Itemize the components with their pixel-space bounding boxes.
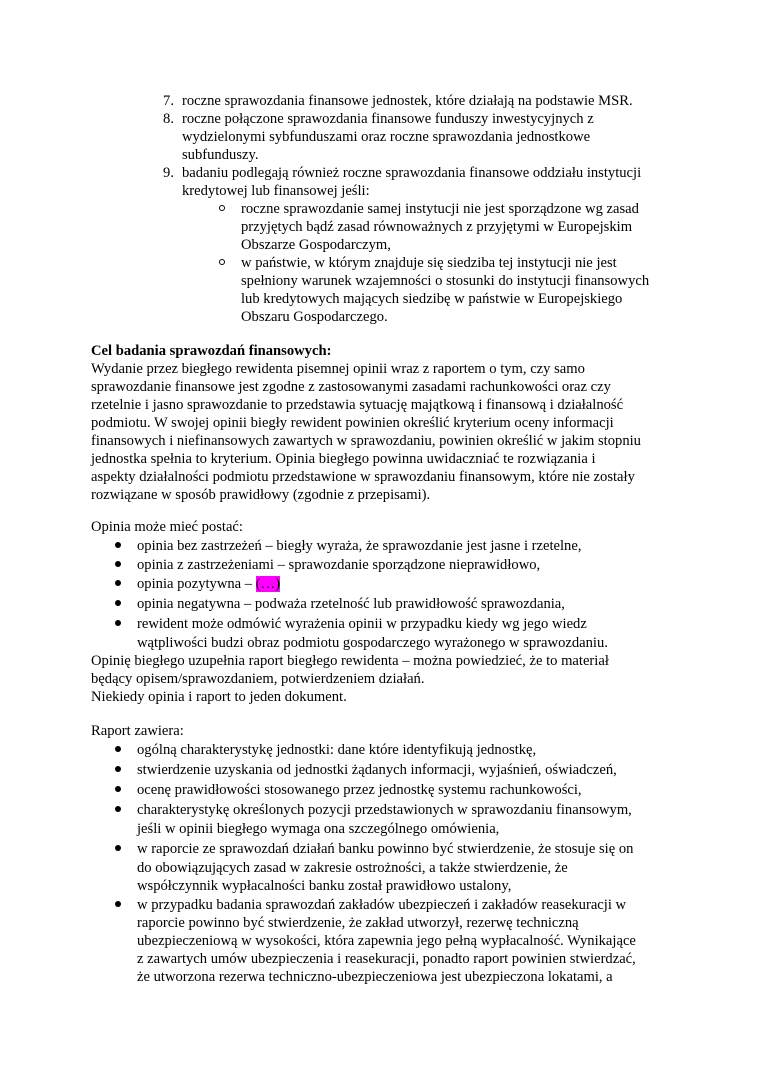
paragraph-line: jednostka spełnia to kryterium. Opinia biegłego powinna uwidaczniać te rozwiązania i bbox=[91, 451, 596, 467]
opinion-item-text: opinia z zastrzeżeniami – sprawozdanie sporządzone nieprawidłowo, bbox=[137, 557, 541, 573]
report-item-text: ogólną charakterystykę jednostki: dane które identyfikują jednostkę, bbox=[137, 742, 537, 758]
paragraph-line: będący opisem/sprawozdaniem, potwierdzeniem działań. bbox=[91, 671, 425, 687]
paragraph-line: Niekiedy opinia i raport to jeden dokument. bbox=[91, 689, 347, 705]
opinion-item-text-part: opinia pozytywna – bbox=[137, 576, 256, 592]
bullet-icon bbox=[115, 746, 121, 752]
bullet-icon bbox=[115, 580, 121, 586]
report-item-text: raporcie powinno być stwierdzenie, że zakład utworzył, rezerwę techniczną bbox=[137, 915, 579, 931]
opinion-item-text: rewident może odmówić wyrażenia opinii w przypadku kiedy wg jego wiedz bbox=[137, 616, 587, 632]
bullet-icon bbox=[115, 542, 121, 548]
list-item-text: kredytowej lub finansowej jeśli: bbox=[182, 183, 370, 199]
report-item-text: jeśli w opinii biegłego wymaga ona szczególnego omówienia, bbox=[137, 821, 500, 837]
paragraph-line: podmiotu. W swojej opinii biegły rewident powinien określić kryterium oceny informacji bbox=[91, 415, 614, 431]
report-item-text: w raporcie ze sprawozdań działań banku powinno być stwierdzenie, że stosuje się on bbox=[137, 841, 634, 857]
paragraph-line: Opinię biegłego uzupełnia raport biegłego rewidenta – można powiedzieć, że to materiał bbox=[91, 653, 609, 669]
bullet-icon bbox=[115, 600, 121, 606]
report-intro: Raport zawiera: bbox=[91, 723, 184, 739]
opinion-item-text: opinia bez zastrzeżeń – biegły wyraża, że sprawozdanie jest jasne i rzetelne, bbox=[137, 538, 582, 554]
bullet-icon bbox=[115, 786, 121, 792]
opinion-intro: Opinia może mieć postać: bbox=[91, 519, 243, 535]
sub-item-text: Obszaru Gospodarczego. bbox=[241, 309, 388, 325]
bullet-icon bbox=[115, 845, 121, 851]
paragraph-line: Wydanie przez biegłego rewidenta pisemnej opinii wraz z raportem o tym, czy samo bbox=[91, 361, 585, 377]
sub-item-text: spełniony warunek wzajemności o stosunki do instytucji finansowych bbox=[241, 273, 650, 289]
highlighted-ellipsis: (…) bbox=[255, 576, 281, 592]
opinion-item-text bbox=[137, 575, 280, 593]
paragraph-line: aspekty działalności podmiotu przedstawione w sprawozdaniu finansowym, które nie zostały bbox=[91, 469, 635, 485]
list-number: 8. bbox=[163, 111, 174, 127]
bullet-icon bbox=[115, 766, 121, 772]
paragraph-line: sprawozdanie finansowe jest zgodne z zastosowanymi zasadami rachunkowości oraz czy bbox=[91, 379, 611, 395]
circle-bullet-icon bbox=[219, 205, 225, 211]
opinion-item-text: opinia negatywna – podważa rzetelność lub prawidłowość sprawozdania, bbox=[137, 596, 565, 612]
paragraph-line: rzetelnie i jasno sprawozdanie to przedstawia sytuację majątkową i finansową i działalność bbox=[91, 397, 624, 413]
sub-item-text: roczne sprawozdanie samej instytucji nie jest sporządzone wg zasad bbox=[241, 201, 639, 217]
report-item-text: że utworzona rezerwa techniczno-ubezpieczeniowa jest ubezpieczona lokatami, a bbox=[137, 969, 613, 985]
bullet-icon bbox=[115, 901, 121, 907]
report-item-text: ocenę prawidłowości stosowanego przez jednostkę systemu rachunkowości, bbox=[137, 782, 582, 798]
list-item-text: roczne połączone sprawozdania finansowe funduszy inwestycyjnych z bbox=[182, 111, 594, 127]
bullet-icon bbox=[115, 806, 121, 812]
report-item-text: współczynnik wypłacalności banku został prawidłowo ustalony, bbox=[137, 878, 512, 894]
report-item-text: z zawartych umów ubezpieczenia i reasekuracji, ponadto raport powinien stwierdzać, bbox=[137, 951, 636, 967]
section-heading: Cel badania sprawozdań finansowych: bbox=[91, 343, 332, 359]
report-item-text: stwierdzenie uzyskania od jednostki żądanych informacji, wyjaśnień, oświadczeń, bbox=[137, 762, 617, 778]
circle-bullet-icon bbox=[219, 259, 225, 265]
report-item-text: w przypadku badania sprawozdań zakładów ubezpieczeń i zakładów reasekuracji w bbox=[137, 897, 627, 913]
list-number: 9. bbox=[163, 165, 174, 181]
sub-item-text: w państwie, w którym znajduje się siedziba tej instytucji nie jest bbox=[241, 255, 617, 271]
sub-item-text: Obszarze Gospodarczym, bbox=[241, 237, 391, 253]
sub-item-text: lub kredytowych mających siedzibę w państwie w Europejskiego bbox=[241, 291, 623, 307]
list-number: 7. bbox=[163, 93, 174, 109]
report-item-text: charakterystykę określonych pozycji przedstawionych w sprawozdaniu finansowym, bbox=[137, 802, 632, 818]
opinion-item-text: wątpliwości budzi obraz podmiotu gospodarczego wyrażonego w sprawozdaniu. bbox=[137, 635, 608, 651]
bullet-icon bbox=[115, 561, 121, 567]
list-item-text: subfunduszy. bbox=[182, 147, 259, 163]
report-item-text: ubezpieczeniową w wysokości, która zapewnia jego pełną wypłacalność. Wynikające bbox=[137, 933, 636, 949]
bullet-icon bbox=[115, 620, 121, 626]
list-item-text: wydzielonymi sybfunduszami oraz roczne sprawozdania jednostkowe bbox=[182, 129, 591, 145]
list-item-text: badaniu podlegają również roczne sprawozdania finansowe oddziału instytucji bbox=[182, 165, 642, 181]
list-item-text: roczne sprawozdania finansowe jednostek, które działają na podstawie MSR. bbox=[182, 93, 633, 109]
sub-item-text: przyjętych bądź zasad równoważnych z przyjętymi w Europejskim bbox=[241, 219, 633, 235]
paragraph-line: finansowych i niefinansowych zawartych w sprawozdaniu, powinien określić w jakim stopniu bbox=[91, 433, 641, 449]
report-item-text: do obowiązujących zasad w zakresie ostrożności, a także stwierdzenie, że bbox=[137, 860, 568, 876]
paragraph-line: rozwiązane w sposób prawidłowy (zgodnie z przepisami). bbox=[91, 487, 431, 503]
